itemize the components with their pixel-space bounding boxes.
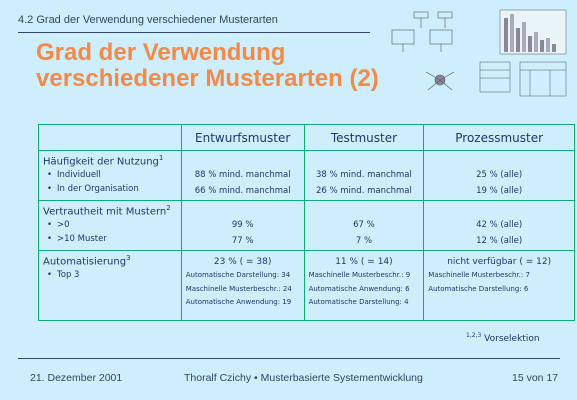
bottom-divider	[18, 358, 560, 359]
title-line-1: Grad der Verwendung	[36, 39, 286, 66]
list-item: • Top 3	[47, 270, 80, 281]
decorative-thumbnails	[380, 8, 570, 100]
top-divider	[18, 32, 370, 33]
footer-date: 21. Dezember 2001	[30, 372, 123, 384]
header-entwurfsmuster: Entwurfsmuster	[181, 125, 304, 151]
value-cell: nicht verfügbar ( = 12) Maschinelle Musterbeschr.: 7 Automatische Darstellung: 6	[424, 251, 575, 321]
value-cell: 23 % ( = 38) Automatische Darstellung: 34 Maschinelle Musterbeschr.: 24 Automatische Anwendung: 19	[181, 251, 304, 321]
header-prozessmuster: Prozessmuster	[424, 125, 575, 151]
row-label-cell	[39, 151, 182, 201]
header-empty	[39, 125, 182, 151]
diagram-thumbnail-2	[480, 62, 566, 96]
cluster-thumbnail	[426, 72, 454, 90]
value-cell: 11 % ( = 14) Maschinelle Musterbeschr.: 9 Automatische Anwendung: 6 Automatische Darstellung: 4	[304, 251, 424, 321]
row-label: Vertrautheit mit Mustern$^2$	[43, 204, 171, 218]
value-cell: 67 % 7 %	[304, 201, 424, 251]
comparison-table-wrap	[38, 124, 575, 320]
comparison-table	[38, 124, 575, 321]
bar-chart-thumbnail	[500, 10, 566, 54]
list-item: • >0	[47, 220, 70, 231]
header-testmuster: Testmuster	[304, 125, 424, 151]
section-heading: 4.2 Grad der Verwendung verschiedener Musterarten	[18, 14, 278, 26]
list-item: • In der Organisation	[47, 184, 139, 195]
diagram-thumbnail-1	[392, 12, 452, 52]
table-row	[39, 251, 575, 321]
slide-title	[36, 40, 379, 92]
value-cell: 25 % (alle) 19 % (alle)	[424, 151, 575, 201]
value-cell: 99 % 77 %	[181, 201, 304, 251]
row-label-cell	[39, 201, 182, 251]
list-item: • Individuell	[47, 170, 101, 181]
list-item: • >10 Muster	[47, 234, 107, 245]
value-cell: 42 % (alle) 12 % (alle)	[424, 201, 575, 251]
footnote: $^{1,2,3}$ Vorselektion	[466, 332, 540, 344]
title-line-2: verschiedener Musterarten (2)	[36, 65, 379, 92]
value-cell: 38 % mind. manchmal 26 % mind. manchmal	[304, 151, 424, 201]
table-row	[39, 201, 575, 251]
value-cell: 88 % mind. manchmal 66 % mind. manchmal	[181, 151, 304, 201]
table-row	[39, 151, 575, 201]
row-label: Automatisierung$^3$	[43, 254, 131, 268]
footer-author: Thoralf Czichy • Musterbasierte Systementwicklung	[184, 372, 423, 384]
table-header-row	[39, 125, 575, 151]
footer-page: 15 von 17	[512, 372, 559, 384]
row-label: Häufigkeit der Nutzung$^1$	[43, 154, 164, 168]
row-label-cell	[39, 251, 182, 321]
